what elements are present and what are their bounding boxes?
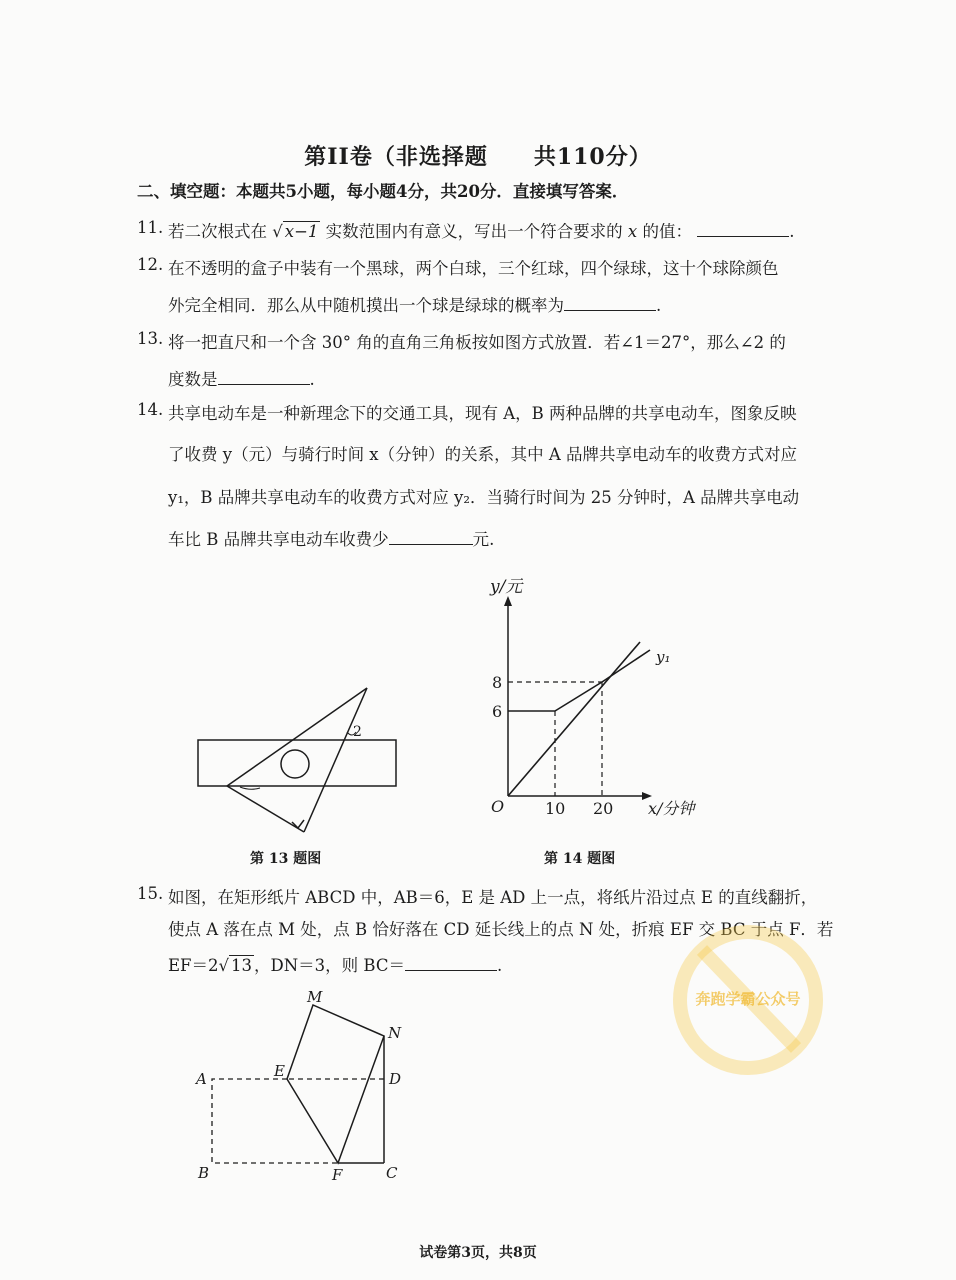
x-axis-label: x/分钟 (648, 799, 695, 818)
ruler (198, 740, 396, 786)
triangle-hole (281, 750, 309, 778)
q11-var: x (627, 222, 638, 241)
folded-quadrilateral (287, 1005, 384, 1163)
q11-text-c: 的值： (642, 222, 692, 241)
q11-text-a: 若二次根式在 (168, 222, 267, 241)
q12-line2 (168, 292, 661, 316)
sqrt-expression: √ x−1 (272, 222, 319, 241)
figure-14-graph (480, 570, 720, 830)
angle-2-label: 2 (353, 724, 362, 740)
rectangle-dashed-part (212, 1079, 338, 1163)
q15-line3-b: ，DN＝3，则 BC＝ (254, 956, 405, 975)
y-tick-6: 6 (492, 702, 503, 721)
q13-end: . (309, 370, 315, 389)
y-axis-arrow (504, 596, 512, 606)
right-angle-mark (292, 820, 304, 828)
answer-blank[interactable] (218, 366, 310, 385)
triangle-base (227, 786, 304, 832)
point-B: B (198, 1164, 210, 1182)
q14-line2: 了收费 y（元）与骑行时间 x（分钟）的关系，其中 A 品牌共享电动车的收费方式对应 (168, 445, 798, 464)
question-number: 12. (137, 255, 164, 274)
question-number: 14. (137, 400, 164, 419)
section-heading: 二、填空题：本题共5小题，每小题4分，共20分．直接填写答案． (137, 182, 629, 201)
watermark-text: 奔跑学霸公众号 (695, 990, 801, 1008)
series-label-y1: y₁ (656, 648, 671, 666)
question-11-text (168, 218, 794, 242)
point-A: A (196, 1070, 207, 1088)
point-E: E (274, 1062, 285, 1080)
q12-line1: 在不透明的盒子中装有一个黑球，两个白球，三个红球，四个绿球，这十个球除颜色 (168, 259, 779, 278)
q12-line2-text: 外完全相同．那么从中随机摸出一个球是绿球的概率为 (168, 296, 564, 315)
x-tick-20: 20 (593, 799, 614, 818)
page-footer: 试卷第3页，共8页 (419, 1245, 537, 1261)
question-number: 11. (137, 218, 164, 237)
answer-blank[interactable] (697, 218, 789, 237)
sqrt-expression: √ 13 (218, 956, 253, 975)
point-D: D (389, 1070, 402, 1088)
q14-line3: y₁，B 品牌共享电动车的收费方式对应 y₂．当骑行时间为 25 分钟时，A 品牌共享电动 (168, 488, 800, 507)
point-N: N (388, 1024, 402, 1042)
q13-line2-text: 度数是 (168, 370, 218, 389)
q11-end: . (789, 222, 795, 241)
series-y1-line (508, 650, 650, 711)
y-tick-8: 8 (492, 673, 503, 692)
figure-13-diagram (180, 670, 420, 840)
q13-line1: 将一把直尺和一个含 30° 角的直角三角板按如图方式放置．若∠1＝27°，那么∠2 的 (168, 333, 786, 352)
exam-part-title: 第II卷（非选择题 共110分） (304, 144, 652, 170)
radicand: x−1 (284, 222, 319, 241)
q14-line1: 共享电动车是一种新理念下的交通工具，现有 A，B 两种品牌的共享电动车，图象反映 (168, 404, 797, 423)
q15-line3 (168, 952, 502, 976)
question-number: 15. (137, 884, 164, 903)
answer-blank[interactable] (389, 526, 473, 545)
point-F: F (332, 1166, 343, 1184)
q15-line3-a: EF＝2 (168, 956, 219, 975)
radicand: 13 (231, 956, 253, 975)
series-y2-line (508, 642, 640, 796)
x-tick-10: 10 (545, 799, 566, 818)
q12-end: . (656, 296, 662, 315)
point-C: C (386, 1164, 398, 1182)
origin-label: O (491, 797, 505, 816)
q14-line4-text: 车比 B 品牌共享电动车收费少 (168, 530, 389, 549)
q14-line4 (168, 526, 494, 550)
point-M: M (307, 988, 323, 1006)
answer-blank[interactable] (405, 952, 497, 971)
q15-line1: 如图，在矩形纸片 ABCD 中，AB＝6，E 是 AD 上一点，将纸片沿过点 E 的直线翻折， (168, 888, 818, 907)
figure-13-caption: 第 13 题图 (250, 851, 322, 867)
q14-end: 元. (472, 530, 495, 549)
angle-1-arc (240, 787, 260, 789)
watermark-stamp (668, 920, 828, 1080)
q15-line2: 使点 A 落在点 M 处，点 B 恰好落在 CD 延长线上的点 N 处，折痕 EF 交 BC 于点 F．若 (168, 920, 834, 939)
figure-14-caption: 第 14 题图 (544, 851, 616, 867)
q11-text-b: 实数范围内有意义，写出一个符合要求的 (325, 222, 623, 241)
figure-15-diagram (190, 980, 420, 1190)
y-axis-label: y/元 (490, 577, 523, 597)
answer-blank[interactable] (564, 292, 656, 311)
q13-line2 (168, 366, 315, 390)
question-number: 13. (137, 329, 164, 348)
q15-end: . (496, 956, 503, 975)
